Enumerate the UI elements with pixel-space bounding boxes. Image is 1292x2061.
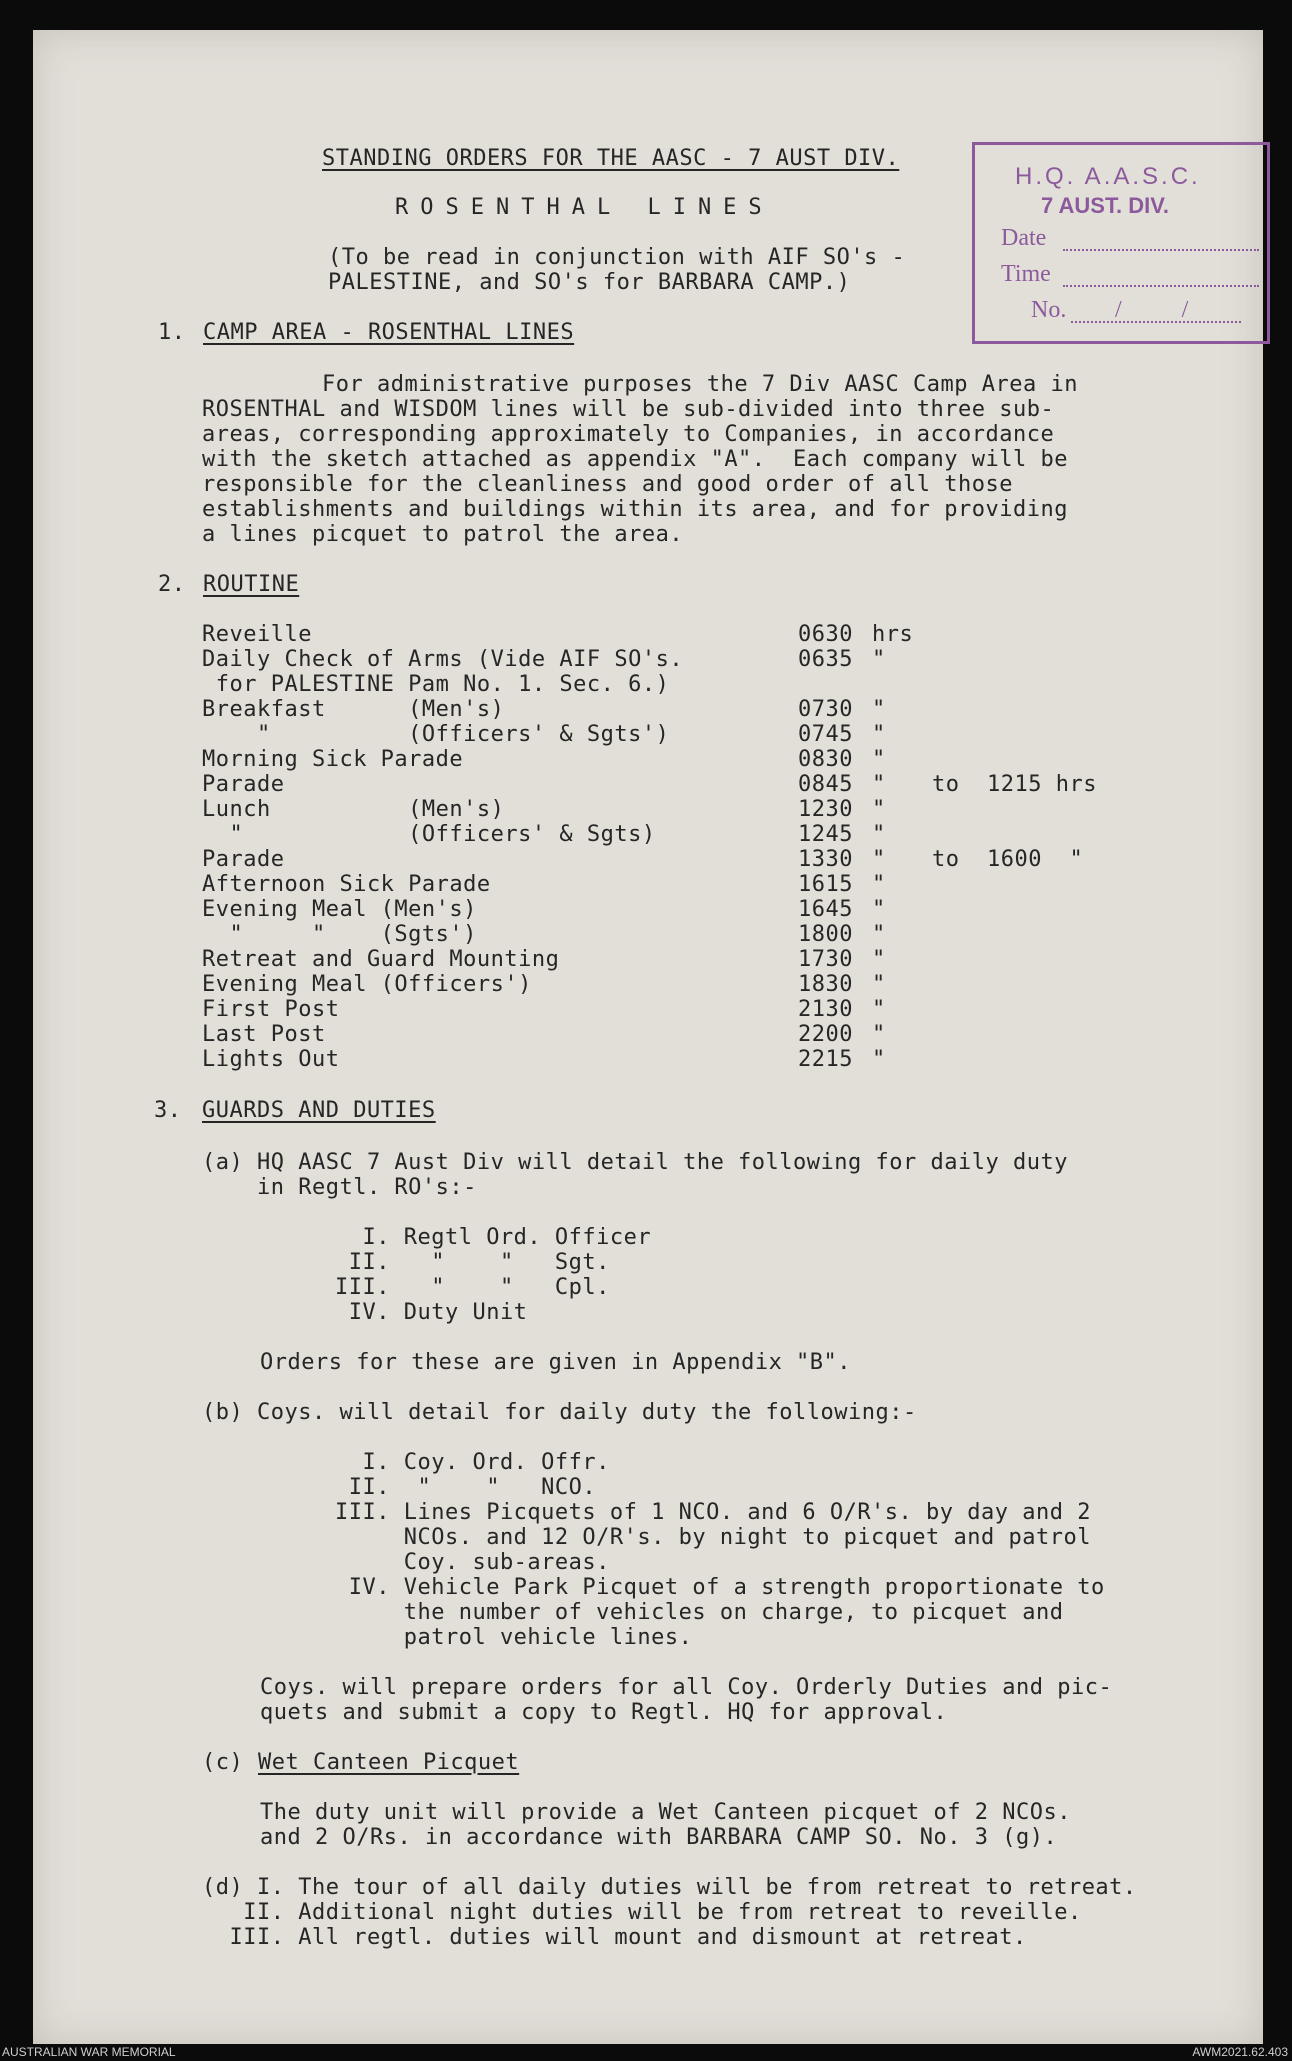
routine-label: Lights Out [202,1047,340,1072]
section-1-line: with the sketch attached as appendix "A". Each company will be [202,447,1068,472]
section-3b-item: II. " " NCO. [335,1475,597,1500]
section-1-line: areas, corresponding approximately to Companies, in accordance [202,422,1055,447]
section-1-line: establishments and buildings within its area, and for providing [202,497,1068,522]
routine-unit: " [872,997,886,1022]
section-2-number: 2. [158,572,186,597]
section-3-heading: GUARDS AND DUTIES [202,1098,436,1123]
section-1-line: a lines picquet to patrol the area. [202,522,684,547]
section-3b-item: I. Coy. Ord. Offr. [335,1450,610,1475]
header-note-line-1: (To be read in conjunction with AIF SO's - [328,245,906,270]
routine-unit: " [872,697,886,722]
routine-unit: " [872,797,886,822]
routine-time: 0630 [798,622,853,647]
section-3d-item: (d) I. The tour of all daily duties will be from retreat to retreat. [202,1875,1137,1900]
routine-label: Parade [202,847,285,872]
routine-unit: " [872,1047,886,1072]
stamp-time-label: Time [1001,261,1051,287]
routine-unit: " [872,772,886,797]
section-1-line: responsible for the cleanliness and good order of all those [202,472,1013,497]
routine-time: 1615 [798,872,853,897]
routine-extra: to 1215 hrs [932,772,1097,797]
routine-label: Last Post [202,1022,326,1047]
routine-label: Evening Meal (Officers') [202,972,532,997]
section-3b-coys-line-1: Coys. will prepare orders for all Coy. Orderly Duties and pic- [260,1675,1113,1700]
routine-unit: " [872,722,886,747]
routine-time: 1645 [798,897,853,922]
section-3a-line-2: in Regtl. RO's:- [202,1175,477,1200]
routine-label: Afternoon Sick Parade [202,872,491,897]
section-3a-item: I. Regtl Ord. Officer [335,1225,652,1250]
section-3b-item: patrol vehicle lines. [335,1625,693,1650]
routine-extra: to 1600 " [932,847,1084,872]
stamp-date-line [1063,249,1259,251]
routine-unit: " [872,972,886,997]
routine-time: 2200 [798,1022,853,1047]
routine-unit: " [872,872,886,897]
routine-label: Retreat and Guard Mounting [202,947,560,972]
document-subtitle: ROSENTHAL LINES [395,195,774,220]
stamp-line-2: 7 AUST. DIV. [1041,193,1169,218]
section-3d-item: III. All regtl. duties will mount and dismount at retreat. [202,1925,1027,1950]
routine-label: " (Officers' & Sgts) [202,822,656,847]
routine-time: 1330 [798,847,853,872]
section-3b-item: Coy. sub-areas. [335,1550,610,1575]
section-3a-line-1: (a) HQ AASC 7 Aust Div will detail the following for daily duty [202,1150,1068,1175]
stamp-no-label: No. [1031,297,1067,323]
section-3c-line-2: and 2 O/Rs. in accordance with BARBARA CAMP SO. No. 3 (g). [260,1825,1058,1850]
routine-time: 0745 [798,722,853,747]
routine-label: First Post [202,997,340,1022]
section-2-heading: ROUTINE [203,572,300,597]
routine-time: 2130 [798,997,853,1022]
hq-stamp [972,142,1270,344]
section-3b-item: III. Lines Picquets of 1 NCO. and 6 O/R's. by day and 2 [335,1500,1091,1525]
section-3b-item: IV. Vehicle Park Picquet of a strength proportionate to [335,1575,1105,1600]
routine-time: 0730 [798,697,853,722]
routine-label: " " (Sgts') [202,922,477,947]
routine-time: 0830 [798,747,853,772]
section-3a-item: III. " " Cpl. [335,1275,610,1300]
routine-label: Parade [202,772,285,797]
section-3b-item: NCOs. and 12 O/R's. by night to picquet and patrol [335,1525,1091,1550]
section-1-number: 1. [158,320,186,345]
section-3b-item: the number of vehicles on charge, to picquet and [335,1600,1064,1625]
section-3a-orders: Orders for these are given in Appendix "B". [260,1350,852,1375]
routine-time: 1830 [798,972,853,997]
document-title: STANDING ORDERS FOR THE AASC - 7 AUST DIV. [322,146,900,171]
routine-unit: " [872,822,886,847]
stamp-no-slashes: / / [1115,297,1189,323]
routine-time: 1730 [798,947,853,972]
stamp-line-1: H.Q. A.A.S.C. [1015,163,1201,190]
routine-label: Reveille [202,622,312,647]
routine-label: Breakfast (Men's) [202,697,505,722]
routine-time: 1230 [798,797,853,822]
routine-time: 1245 [798,822,853,847]
routine-label: " (Officers' & Sgts') [202,722,670,747]
routine-unit: " [872,947,886,972]
section-3-number: 3. [154,1098,182,1123]
section-1-line: For administrative purposes the 7 Div AASC Camp Area in [322,372,1078,397]
routine-unit: " [872,922,886,947]
footer-institution: AUSTRALIAN WAR MEMORIAL [2,2045,176,2059]
routine-label: Daily Check of Arms (Vide AIF SO's. [202,647,684,672]
header-note-line-2: PALESTINE, and SO's for BARBARA CAMP.) [328,270,851,295]
section-3a-item: IV. Duty Unit [335,1300,528,1325]
section-1-line: ROSENTHAL and WISDOM lines will be sub-divided into three sub- [202,397,1055,422]
routine-time: 0635 [798,647,853,672]
section-3c-line-1: The duty unit will provide a Wet Canteen picquet of 2 NCOs. [260,1800,1071,1825]
section-3b-coys-line-2: quets and submit a copy to Regtl. HQ for approval. [260,1700,948,1725]
routine-label: Morning Sick Parade [202,747,464,772]
routine-unit: " [872,747,886,772]
routine-time: 1800 [798,922,853,947]
section-3c-heading: Wet Canteen Picquet [258,1750,520,1775]
routine-unit: " [872,897,886,922]
footer-reference: AWM2021.62.403 [1192,2045,1288,2059]
section-3b-line-1: (b) Coys. will detail for daily duty the following:- [202,1400,917,1425]
routine-label: for PALESTINE Pam No. 1. Sec. 6.) [202,672,670,697]
routine-label: Lunch (Men's) [202,797,505,822]
routine-label: Evening Meal (Men's) [202,897,477,922]
routine-unit: " [872,1022,886,1047]
routine-unit: " [872,647,886,672]
routine-unit: hrs [872,622,914,647]
section-3a-item: II. " " Sgt. [335,1250,610,1275]
routine-time: 2215 [798,1047,853,1072]
section-1-heading: CAMP AREA - ROSENTHAL LINES [203,320,575,345]
stamp-time-line [1063,285,1259,287]
routine-unit: " [872,847,886,872]
section-3d-item: II. Additional night duties will be from retreat to reveille. [202,1900,1082,1925]
section-3c-label: (c) [202,1750,244,1775]
stamp-date-label: Date [1001,225,1047,251]
routine-time: 0845 [798,772,853,797]
